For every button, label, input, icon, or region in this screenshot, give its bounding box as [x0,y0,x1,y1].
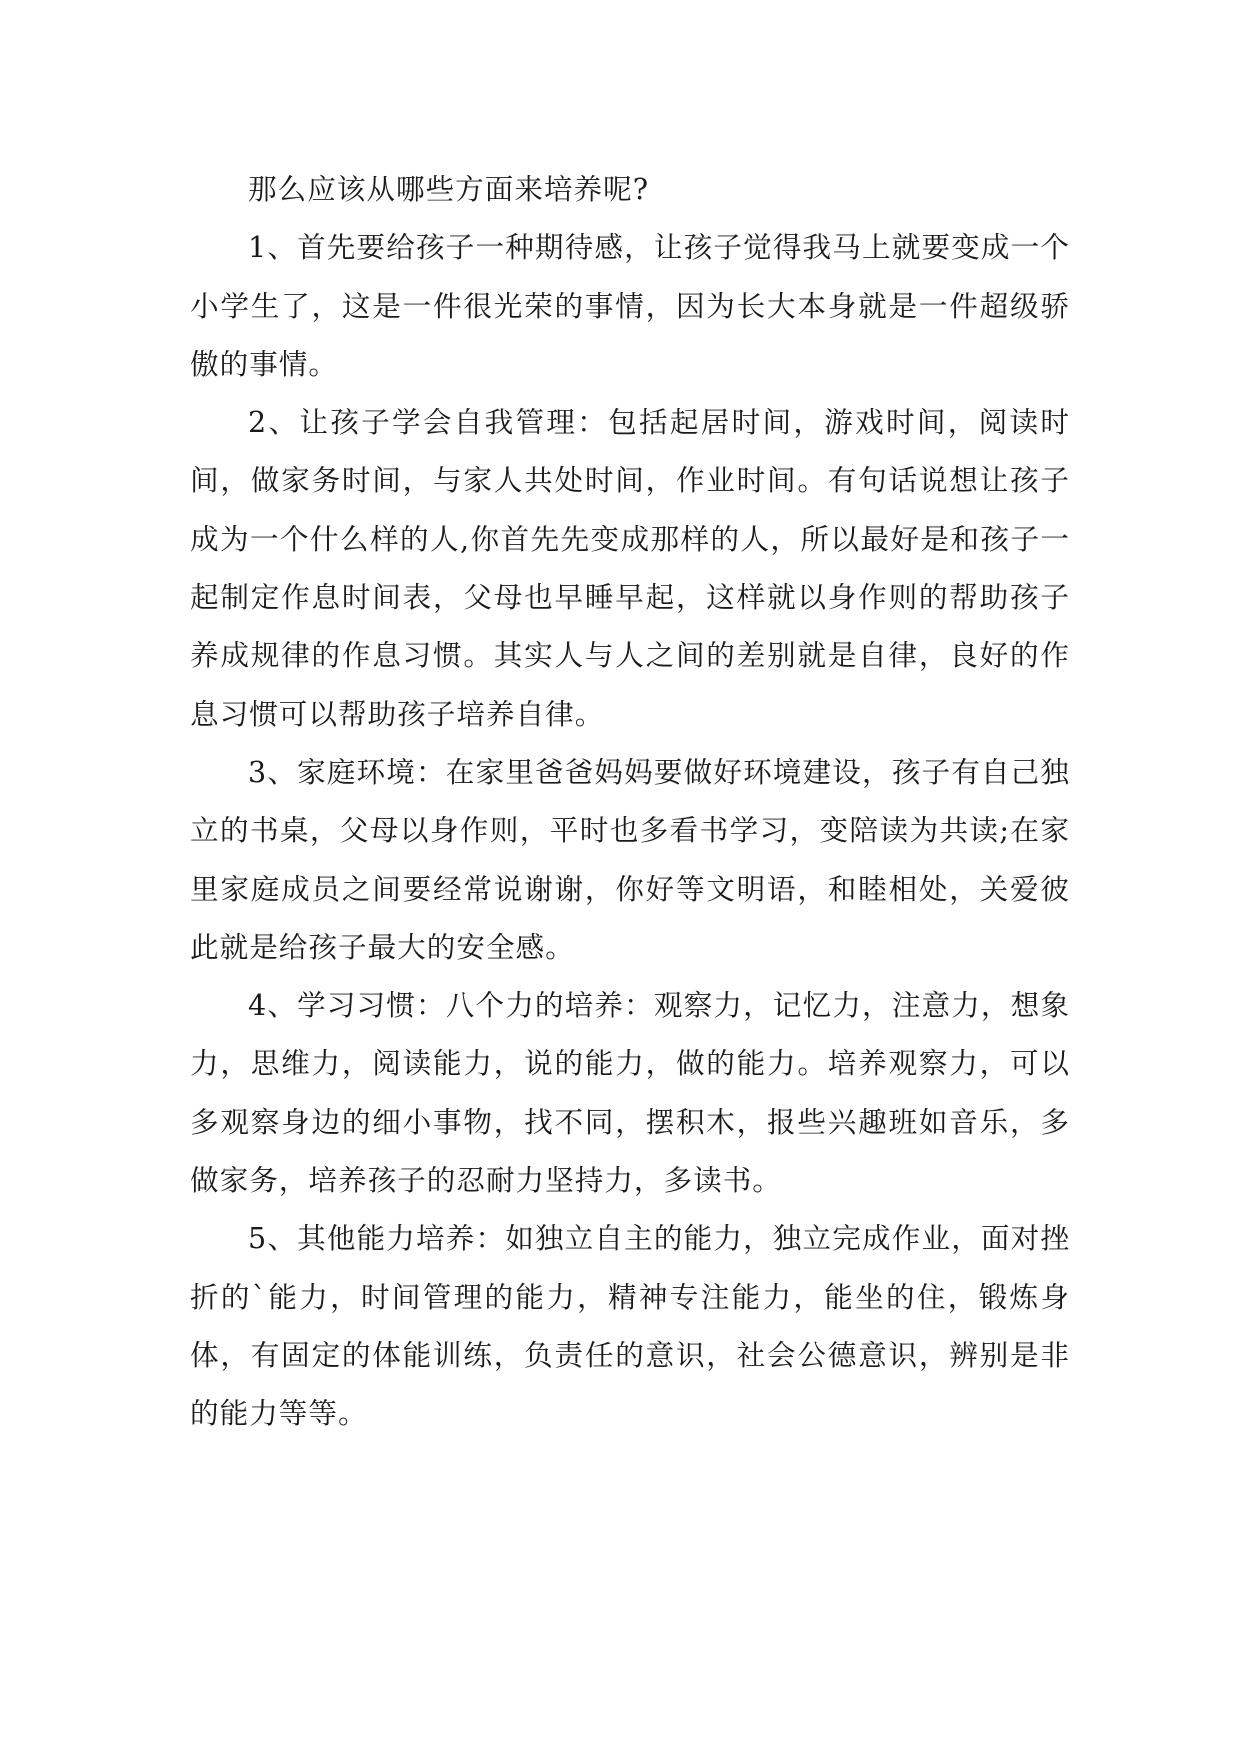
paragraph-intro: 那么应该从哪些方面来培养呢? [248,172,650,206]
paragraph-item-3: 3、家庭环境：在家里爸爸妈妈要做好环境建设，孩子有自己独立的书桌，父母以身作则，平时也多看书学习，变陪读为共读;在家里家庭成员之间要经常说谢谢，你好等文明语，和睦相处，关爱彼此就是给孩子最大的安全感。 [190,754,1070,964]
paragraph-item-5: 5、其他能力培养：如独立自主的能力，独立完成作业，面对挫折的`能力，时间管理的能力，精神专注能力，能坐的住，锻炼身体，有固定的体能训练，负责任的意识，社会公德意识，辨别是非的能力等等。 [190,1221,1070,1431]
paragraph-item-4: 4、学习习惯：八个力的培养：观察力，记忆力，注意力，想象力，思维力，阅读能力，说的能力，做的能力。培养观察力，可以多观察身边的细小事物，找不同，摆积木，报些兴趣班如音乐，多做家务，培养孩子的忍耐力坚持力，多读书。 [190,988,1070,1198]
paragraph-item-1: 1、首先要给孩子一种期待感，让孩子觉得我马上就要变成一个小学生了，这是一件很光荣的事情，因为长大本身就是一件超级骄傲的事情。 [190,230,1070,381]
paragraph-item-2: 2、让孩子学会自我管理：包括起居时间，游戏时间，阅读时间，做家务时间，与家人共处时间，作业时间。有句话说想让孩子成为一个什么样的人,你首先先变成那样的人，所以最好是和孩子一起制定作息时间表，父母也早睡早起，这样就以身作则的帮助孩子养成规律的作息习惯。其实人与人之间的差别就是自律，良好的作息习惯可以帮助孩子培养自律。 [190,405,1070,731]
document-body [190,160,1070,1443]
